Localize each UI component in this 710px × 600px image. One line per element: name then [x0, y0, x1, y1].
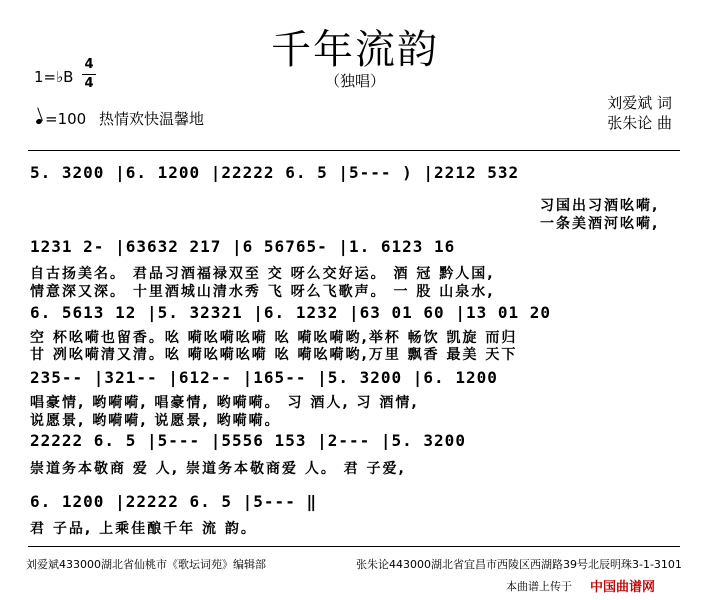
footer-lyricist-address: 刘爱斌433000湖北省仙桃市《歌坛词苑》编辑部 [26, 558, 266, 571]
footer-composer-address: 张朱论443000湖北省宜昌市西陵区西湖路39号北辰明珠3-1-3101 [356, 558, 682, 571]
lyricist-credit: 刘爱斌 词 [607, 94, 672, 112]
score-row-2-notes: 1231 2- |63632 217 |6 56765- |1. 6123 16 [30, 237, 456, 256]
meter-top: 4 [84, 57, 94, 72]
site-logo: 中国曲谱网 [590, 580, 656, 595]
tempo-expression: 热情欢快温馨地 [98, 110, 204, 128]
score-row-4-lyrics-2: 说愿景, 哟嗬嗬, 说愿景, 哟嗬嗬。 [30, 413, 281, 429]
upload-note: 本曲谱上传于 [506, 580, 572, 593]
footer-divider [28, 546, 680, 547]
score-row-1-lyrics-1: 习国出习酒吆嗬, [540, 198, 660, 214]
score-row-4-notes: 235-- |321-- |612-- |165-- |5. 3200 |6. 1200 [30, 368, 498, 387]
tempo-value: =100 [45, 110, 87, 128]
song-title: 千年流韵 [271, 27, 439, 73]
score-row-6-notes: 6. 1200 |22222 6. 5 |5--- ‖ [30, 492, 318, 511]
score-row-5-lyrics-1: 崇道务本敬商 爱 人, 崇道务本敬商爱 人。 君 子爱, [30, 461, 406, 477]
score-row-3-notes: 6. 5613 12 |5. 32321 |6. 1232 |63 01 60 |13 01 20 [30, 303, 552, 322]
meter-divider [82, 74, 96, 75]
score-row-3-lyrics-1: 空 杯吆嗬也留香。吆 嗬吆嗬吆嗬 吆 嗬吆嗬哟,举杯 畅饮 凯旋 而归 [30, 330, 518, 346]
key-signature: 1=♭B [34, 68, 74, 86]
score-row-3-lyrics-2: 甘 冽吆嗬清又清。吆 嗬吆嗬吆嗬 吆 嗬吆嗬哟,万里 飘香 最美 天下 [30, 347, 518, 363]
song-subtitle: （独唱） [324, 72, 385, 90]
score-row-6-lyrics-1: 君 子品, 上乘佳酿千年 流 韵。 [30, 521, 257, 537]
score-row-1-notes: 5. 3200 |6. 1200 |22222 6. 5 |5--- ) |2212 532 [30, 163, 520, 182]
composer-credit: 张朱论 曲 [607, 114, 672, 132]
quarter-note-icon [35, 118, 42, 125]
score-row-5-notes: 22222 6. 5 |5--- |5556 153 |2--- |5. 3200 [30, 431, 466, 450]
time-signature [82, 58, 96, 91]
score-row-2-lyrics-2: 情意深又深。 十里酒城山清水秀 飞 呀么飞歌声。 一 股 山泉水, [30, 284, 495, 300]
score-row-4-lyrics-1: 唱豪情, 哟嗬嗬, 唱豪情, 哟嗬嗬。 习 酒人, 习 酒情, [30, 395, 419, 411]
score-row-2-lyrics-1: 自古扬美名。 君品习酒福禄双至 交 呀么交好运。 酒 冠 黔人国, [30, 266, 495, 282]
tempo-marking [36, 108, 204, 129]
score-row-1-lyrics-2: 一条美酒河吆嗬, [540, 216, 660, 232]
header-divider [28, 150, 680, 151]
meter-bottom: 4 [84, 76, 94, 91]
